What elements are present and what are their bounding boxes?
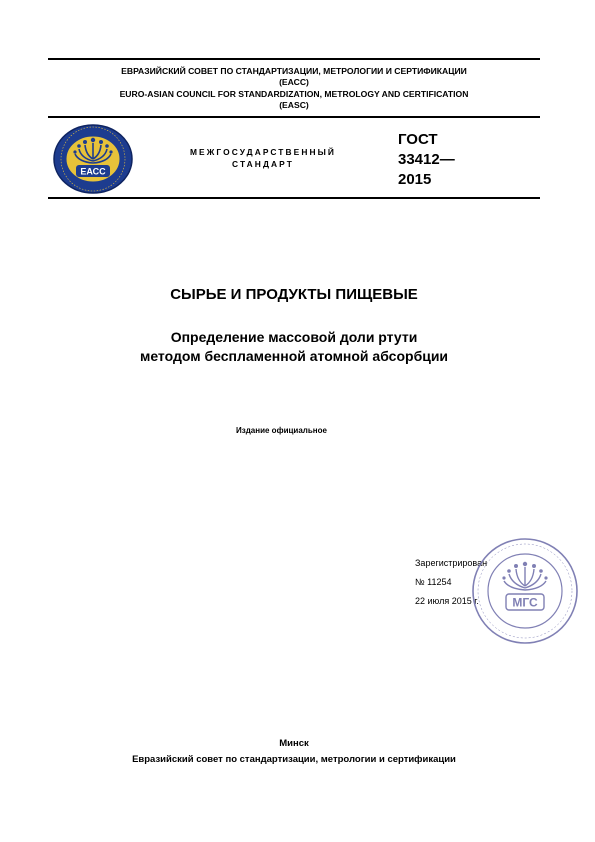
registration-date: 22 июля 2015 г. — [415, 596, 479, 606]
registration-number: № 11254 — [415, 577, 452, 587]
council-abbr-ru: (ЕАСС) — [279, 77, 309, 87]
document-title: СЫРЬЕ И ПРОДУКТЫ ПИЩЕВЫЕ — [170, 286, 418, 303]
header-top-rule — [48, 58, 540, 60]
registration-label: Зарегистрирован — [415, 558, 488, 568]
standard-type-line1: МЕЖГОСУДАРСТВЕННЫЙ — [189, 147, 337, 157]
document-subtitle-line2: методом беспламенной атомной абсорбции — [139, 348, 449, 364]
standard-bottom-rule — [48, 197, 540, 199]
logo-label: ЕАСС — [80, 166, 106, 177]
council-name-en: EURO-ASIAN COUNCIL FOR STANDARDIZATION, METROLOGY AND CERTIFICATION — [119, 89, 469, 99]
stamp-label: МГС — [512, 595, 538, 610]
council-name-ru: ЕВРАЗИЙСКИЙ СОВЕТ ПО СТАНДАРТИЗАЦИИ, МЕТРОЛОГИИ И СЕРТИФИКАЦИИ — [121, 66, 467, 76]
header-bottom-rule — [48, 116, 540, 118]
footer-publisher: Евразийский совет по стандартизации, метрологии и сертификации — [132, 754, 456, 765]
document-subtitle-line1: Определение массовой доли ртути — [170, 329, 418, 345]
council-abbr-en: (EASC) — [279, 100, 309, 110]
mgs-stamp-icon — [470, 536, 580, 646]
gost-label: ГОСТ — [398, 131, 438, 148]
gost-number: 33412— — [398, 151, 455, 168]
footer-city: Минск — [279, 738, 309, 749]
easc-emblem-icon — [52, 123, 134, 195]
gost-year: 2015 — [398, 171, 432, 188]
edition-label: Издание официальное — [236, 426, 327, 435]
standard-type-line2: СТАНДАРТ — [232, 159, 294, 169]
